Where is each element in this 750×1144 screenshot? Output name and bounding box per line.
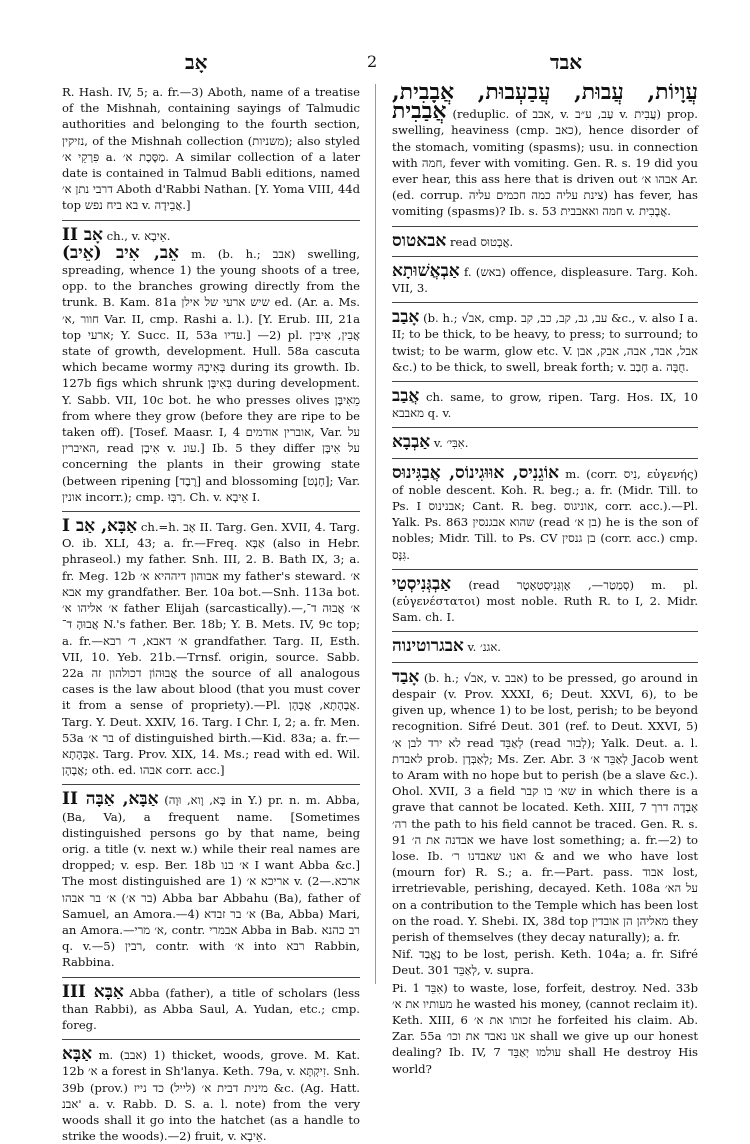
- entry-text: f. (באש) offence, displeasure. Targ. Koh. VII, 3.: [392, 264, 698, 296]
- dictionary-entry: [62, 242, 361, 505]
- entry-headword: אַבְאֲשׁוּתָא: [392, 260, 460, 281]
- entry-divider: [392, 256, 698, 257]
- entry-headword: אוֹגֵנִיס, אוּוּגִינוֹס, אֲבַגִּינוּס: [392, 462, 560, 483]
- dictionary-entry: [392, 980, 698, 1077]
- dictionary-entry: [62, 1046, 360, 1144]
- entry-headword: אבאטוס: [392, 230, 447, 251]
- entry-text: (b. h.; √אב, cmp. עב, גב, קב, כב, קב &c., v. also I a. II; to be thick, to be heavy, to press; to surround; to twist; to be warm, glow etc. V. אבל, אבד, אבה, אבק, אבן &c.) to be thick, to swell, break forth; v. חָבַב a. חֻבָּה.: [392, 311, 699, 374]
- entry-divider: [392, 226, 698, 227]
- entry-divider: [62, 1039, 360, 1040]
- right-running-head: אבד: [550, 50, 583, 74]
- entry-divider: [392, 662, 698, 663]
- page-number: 2: [367, 52, 378, 71]
- dictionary-entry: [392, 573, 699, 626]
- entry-text: v. אגנ׳.: [467, 640, 501, 655]
- entry-text: (reduplic. of אבב, v. עַב, ע״ב v. עֲבִית) prop. swelling, heaviness (cmp. כאב), hence disorder of the stomach, vomiting (spasms); usu. in connection with חמה, fever with vomiting. Gen. R. s. 19 did you ever hear, this ass here that is driven out אבהו א׳ Ar. (ed. corrup. צינת עליה כמה חכמים עליה) has fever, has vomiting (spasms)? Ib. s. 53 חמה ואאבבית v. אֲבָבִית.: [392, 107, 698, 219]
- dictionary-entry: [392, 638, 698, 655]
- entry-divider: [392, 458, 698, 459]
- entry-text: m. (corr. נִיס, εὐγενής) of noble descent. Koh. R. beg.; a. fr. (Midr. Till. to Ps. I אבנינוס; Cant. R. beg. אוניגוס, corr. acc.).—Pl. Yalk. Ps. 863 שהוא אבגנסין (read בן א׳) he is the son of nobles; Midr. Till. to Ps. CV בן גנסין (corr. acc.) cmp. גִּנָּס.: [392, 466, 699, 562]
- dictionary-entry: [392, 666, 699, 945]
- entry-text: v. אִבִּי׳.: [433, 436, 469, 451]
- entry-divider: [392, 631, 698, 632]
- entry-headword: אַבְבָא: [392, 432, 431, 453]
- entry-divider: [62, 511, 360, 512]
- entry-divider: [392, 381, 698, 382]
- entry-text: (read סְמַטַר—, אֶוְגְּנִיסְטַאֶטֶר) m. pl. (εὐγενέστατοι) most noble. Ruth R. to I, 2. Midr. Sam. ch. I.: [392, 577, 699, 625]
- entry-text: Pi. אִבֵּד 1) to waste, lose, forfeit, destroy. Ned. 33b מעותיו את א׳ he wasted his money, (cannot reclaim it). Keth. XIII, 6 זכותו את א׳ he forfeited his claim. Ab. Zar. 55a אנו נאבד את וכו׳ shall we give up our honest dealing? Ib. IV, 7 עולמו יְאַבֵּד shall He destroy His world?: [392, 980, 699, 1076]
- entry-divider: [392, 302, 698, 303]
- entry-text: ch. same, to grow, ripen. Targ. Hos. IX, 10 מאבבא q. v.: [392, 390, 698, 421]
- entry-text: m. (b. h.; אבב) swelling, spreading, whence 1) the young shoots of a tree, opp. to the branches growing directly from the trunk. B. Kam. 81a שיש ארעי של אילן ed. (Ar. a. Ms. חוור ,א׳ Var. II, cmp. Rashi a. l.). [Y. Erub. III, 21a top ארעי; Y. Succ. II, 53a עדיו.] —2) pl. אֲבִין, אִיבִין state of growth, development. Hull. 58a cascuta which became wormy בְּאִיבָהּ during its growth. Ib. 127b figs which shrunk בְּאִיבָּן during development. Y. Sabb. VII, 10c bot. he who presses olives מֵאִיבָּן from where they grow (before they are ripe to be taken off). [Tosef. Maasr. I, 4 אוברין אודמים, Var. על האיברין, read אִיבָן v. עונ.] Ib. 5 they differ על אִיבָּן concerning the plants in their growing state (between ripening [רֶבֶד] and blossoming [חָנָט]; Var. אונין incorr.); cmp. רִבְּוּ. Ch. v. אֵיבָא I.: [62, 246, 361, 504]
- entry-headword: אֲבַב: [392, 386, 420, 407]
- dictionary-entry: [392, 946, 698, 978]
- entry-headword: אַבָּא: [62, 1044, 93, 1065]
- entry-text: Nif. נֶאֱבַד to be lost, perish. Keth. 104a; a. fr. Sifré Deut. 301 לְאַבֵּד, v. supra.: [392, 947, 698, 978]
- right-column: [392, 79, 699, 1076]
- dictionary-entry: [392, 309, 698, 375]
- entry-divider: [392, 427, 698, 428]
- entry-headword: אָבַד: [392, 666, 420, 687]
- column-rule: [375, 84, 376, 984]
- dictionary-entry: [392, 260, 698, 296]
- page-header: [0, 50, 750, 78]
- left-column: [62, 84, 361, 1144]
- entry-headword: אָב II: [62, 224, 103, 245]
- entry-headword: אַבְגְּנִיסְטַי: [392, 573, 452, 594]
- dictionary-entry: [392, 388, 698, 421]
- dictionary-entry: [392, 462, 699, 563]
- entry-headword: עֲוָיוֹת, עֲבוּת, עֲבַעְבוּת, אֲבָבִית, אֲבַבִית: [392, 79, 698, 125]
- entry-headword: אַבָּא III: [62, 981, 124, 1002]
- entry-divider: [62, 977, 360, 978]
- entry-text: (b. h.; √אב, v. אבב) to be pressed, go around in despair (v. Prov. XXXI, 6; Deut. XXVI, 6), to be given up, whence 1) to be lost, perish; to be beyond recognition. Sifré Deut. 301 (ref. to Deut. XXVI, 5) לא ירד לבן א׳ read לְאַבֵּד (read לְבוּר); Yalk. Deut. a. l. לאבדת prob. לְאַבְּדָן; Ms. Zer. Abr. 3 לְאַבֵּד א׳ Jacob went to Aram with no hope but to perish (be a slave &c.). Ohol. XVII, 3 a field שא׳ בו קבר in which there is a grave that cannot be located. Keth. XIII, 7 אָבְדָה דרך רה׳ the path to his field cannot be traced. Gen. R. s. 91 אבדנה את ה׳ we have lost something; a. fr.—2) to lose. Ib. ואנו שאבדנו ר׳ & and we who have lost (mourn for) R. S.; a. fr.—Part. pass. אבוד lost, irretrievable, perishing, decayed. Keth. 108a על הא׳ on a contribution to the Temple which has been lost on the road. Y. Shebi. IX, 38d top מאליהן הן אובדין they perish of themselves (they decay naturally); a. fr.: [392, 670, 699, 944]
- entry-text: ch., v. אֵיבָא.: [106, 228, 171, 243]
- dictionary-entry: [62, 518, 360, 778]
- entry-text: m. (אבב) 1) thicket, woods, grove. M. Kat. 12b א׳ a forest in Sh'lanya. Keth. 79a, v. זִיקְתָּא. Snh. 39b (prov.) מינית דבית א׳ (לייל) כד נייז &c. (Ag. Hatt. אבנ' a. v. Rabb. D. S. a. l. note) from the very woods shall it go into the hatchet (as a handle to strike the woods).—2) fruit, v. אֵיבָא.: [62, 1048, 361, 1144]
- entry-headword: אַבָּא, אַבָּה II: [62, 789, 159, 810]
- entry-headword: אָבַב: [392, 307, 420, 328]
- entry-text: Abba (father), a title of scholars (less than Rabbi), as Abba Saul, A. Yudan, etc.; cmp. foreg.: [62, 985, 360, 1032]
- left-running-head: אָב: [185, 50, 208, 74]
- entry-text: ch.=h. אָב II. Targ. Gen. XVII, 4. Targ. O. ib. XLI, 43; a. fr.—Freq. אַבָּא (also in Hebr. phraseol.) my father. Snh. III, 2. B. Bath IX, 3; a. fr. Meg. 12b אבוהון דיההיא א׳ my father's steward. א׳ אבא my grandfather. Ber. 10a bot.—Snh. 113a bot. א׳ אליהו א׳ father Elijah (sarcastically).—א׳ אֲבוּה ד־, אֲבוּהָ ד־ N.'s father. Ber. 18b; Y. B. Mets. IV, 9c top; a. fr.—א׳ דאבא, ד׳ רבא grandfather. Targ. II, Esth. VII, 10. Yeb. 21b.—Trnsf. origin, source. Sabb. 22a אֲבוּהוֹן דכולהון זה the source of all analogous cases is the law about blood (that you must cover it from a sense of propriety).—Pl. אֲבָהָתָא, אֲבָהָן. Targ. Y. Deut. XXIV, 16. Targ. I Chr. I, 2; a. fr. Men. 53a בר א׳ of distinguished birth.—Kid. 83a; a. fr.—אַבָּהָתָא. Targ. Prov. XIX, 14. Ms.; read with ed. Wil. אֲבָהָן; oth. ed. אבהו corr. acc.]: [62, 520, 361, 778]
- entry-headword: אֵב, אִיב (אֵיב): [62, 242, 179, 263]
- dictionary-entry: [62, 84, 360, 214]
- entry-divider: [62, 220, 360, 221]
- entry-divider: [392, 569, 698, 570]
- dictionary-entry: [392, 79, 698, 220]
- entry-text: read אֲבָטוּס.: [450, 234, 514, 249]
- dictionary-entry: [392, 434, 698, 451]
- entry-text: (בָּא, וָוא, וּוָה in Y.) pr. n. m. Abba, (Ba, Va), a frequent name. [Sometimes distinguished persons go by that name, being orig. a title (v. next w.) while their real names are dropped; v. esp. Ber. 18b א׳ בנו I want Abba &c.] The most distinguished are 1) אריכא א׳ v. ארכא.—2) (בר א׳) א׳ בר אבהו Abba bar Abbahu (Ba), father of Samuel, an Amora.—4) א׳ בר זבדא (Ba, Abba) Mari, an Amora.—א׳ מרי, contr. אבמרי Abba in Bab. רב כהנא q. v.—5) רבין, contr. with א׳ into רבא Rabbin, Rabbina.: [62, 793, 360, 970]
- entry-headword: אַבָּא, אַב I: [62, 516, 138, 537]
- entry-headword: אבגרוטינוה: [392, 636, 464, 657]
- entry-divider: [62, 784, 360, 785]
- dictionary-entry: [62, 224, 360, 245]
- dictionary-entry: [392, 230, 698, 251]
- dictionary-entry: [62, 981, 360, 1034]
- dictionary-entry: [62, 791, 360, 970]
- entry-text: R. Hash. IV, 5; a. fr.—3) Aboth, name of a treatise of the Mishnah, containing sayings of Talmudic authorities and belonging to the fourth section, נזיקין, of the Mishnah collection (משניות); also styled פִּרְקֵי א׳ a. מַסֶּכֶת א׳. A similar collection of a later date is contained in Talmud Babli editions, named דרבי נתן א׳ Aboth d'Rabbi Nathan. [Y. Yoma VIII, 44d top בא ביח נפש v. אֲבֵידָה.]: [62, 85, 361, 213]
